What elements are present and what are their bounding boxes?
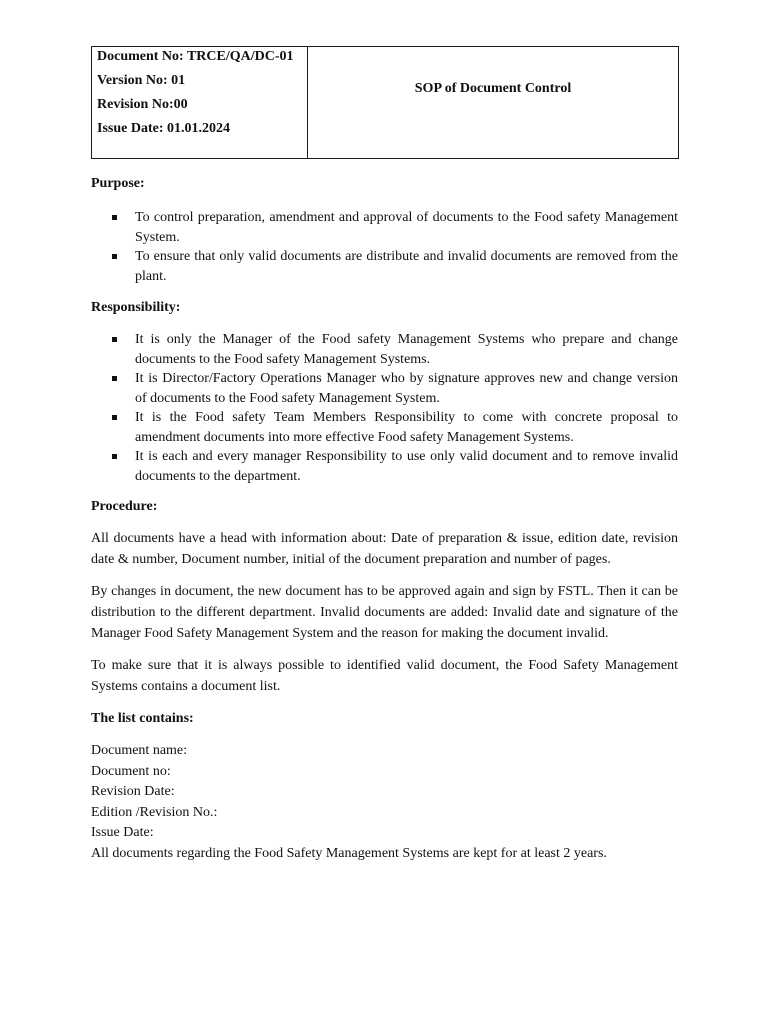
- document-meta-cell: [92, 47, 308, 158]
- purpose-item: [91, 247, 678, 286]
- responsibility-item: [91, 330, 678, 369]
- document-body: [91, 174, 678, 865]
- version-number: Version No: 01: [97, 73, 186, 88]
- responsibility-heading: Responsibility:: [91, 300, 181, 315]
- responsibility-item-text: It is Director/Factory Operations Manager who by signature approves new and change version of documents to the Food safety Management System.: [135, 371, 678, 406]
- responsibility-item: [91, 447, 678, 486]
- procedure-paragraph: By changes in document, the new document has to be approved again and sign by FSTL. Then it can be distribution to the different department. Invalid documents are added: Invalid date and signature of the Manager Food Safety Management System and the reason for making the document invalid.: [91, 584, 678, 641]
- responsibility-item-text: It is the Food safety Team Members Responsibility to come with concrete proposal to amendment documents into more effective Food safety Management Systems.: [135, 410, 678, 445]
- document-header-table: [91, 46, 679, 159]
- list-field-edition-revision-no: Edition /Revision No.:: [91, 804, 218, 820]
- retention-statement: All documents regarding the Food Safety Management Systems are kept for at least 2 years.: [91, 845, 607, 861]
- bullet-square-icon: [112, 454, 117, 459]
- bullet-square-icon: [112, 254, 117, 259]
- responsibility-list: [91, 330, 678, 486]
- responsibility-item-text: It is only the Manager of the Food safety Management Systems who prepare and change documents to the Food safety Management Systems.: [135, 332, 678, 367]
- purpose-item-text: To ensure that only valid documents are distribute and invalid documents are removed from the plant.: [135, 249, 678, 284]
- list-field-revision-date: Revision Date:: [91, 784, 175, 800]
- list-field-document-no: Document no:: [91, 763, 171, 779]
- revision-number: Revision No:00: [97, 97, 188, 112]
- bullet-square-icon: [112, 415, 117, 420]
- document-title-cell: [308, 47, 678, 158]
- list-field-document-name: Document name:: [91, 743, 188, 758]
- responsibility-item: [91, 408, 678, 447]
- responsibility-item-text: It is each and every manager Responsibility to use only valid document and to remove invalid documents to the department.: [135, 449, 678, 484]
- issue-date: Issue Date: 01.01.2024: [97, 121, 230, 136]
- procedure-paragraph: All documents have a head with information about: Date of preparation & issue, edition date, revision date & number, Document number, initial of the document preparation and number of pages.: [91, 531, 678, 567]
- document-number: Document No: TRCE/QA/DC-01: [97, 49, 294, 64]
- list-contains-lines: [91, 741, 678, 865]
- procedure-heading: Procedure:: [91, 499, 158, 514]
- purpose-item: [91, 208, 678, 247]
- document-title: SOP of Document Control: [414, 81, 572, 96]
- responsibility-item: [91, 369, 678, 408]
- purpose-heading: Purpose:: [91, 176, 145, 191]
- bullet-square-icon: [112, 376, 117, 381]
- bullet-square-icon: [112, 337, 117, 342]
- purpose-list: [91, 208, 678, 286]
- purpose-item-text: To control preparation, amendment and approval of documents to the Food safety Management System.: [135, 210, 678, 245]
- bullet-square-icon: [112, 215, 117, 220]
- list-field-issue-date: Issue Date:: [91, 825, 154, 841]
- procedure-paragraph: To make sure that it is always possible to identified valid document, the Food Safety Management Systems contains a document list.: [91, 658, 678, 694]
- list-contains-heading: The list contains:: [91, 711, 194, 726]
